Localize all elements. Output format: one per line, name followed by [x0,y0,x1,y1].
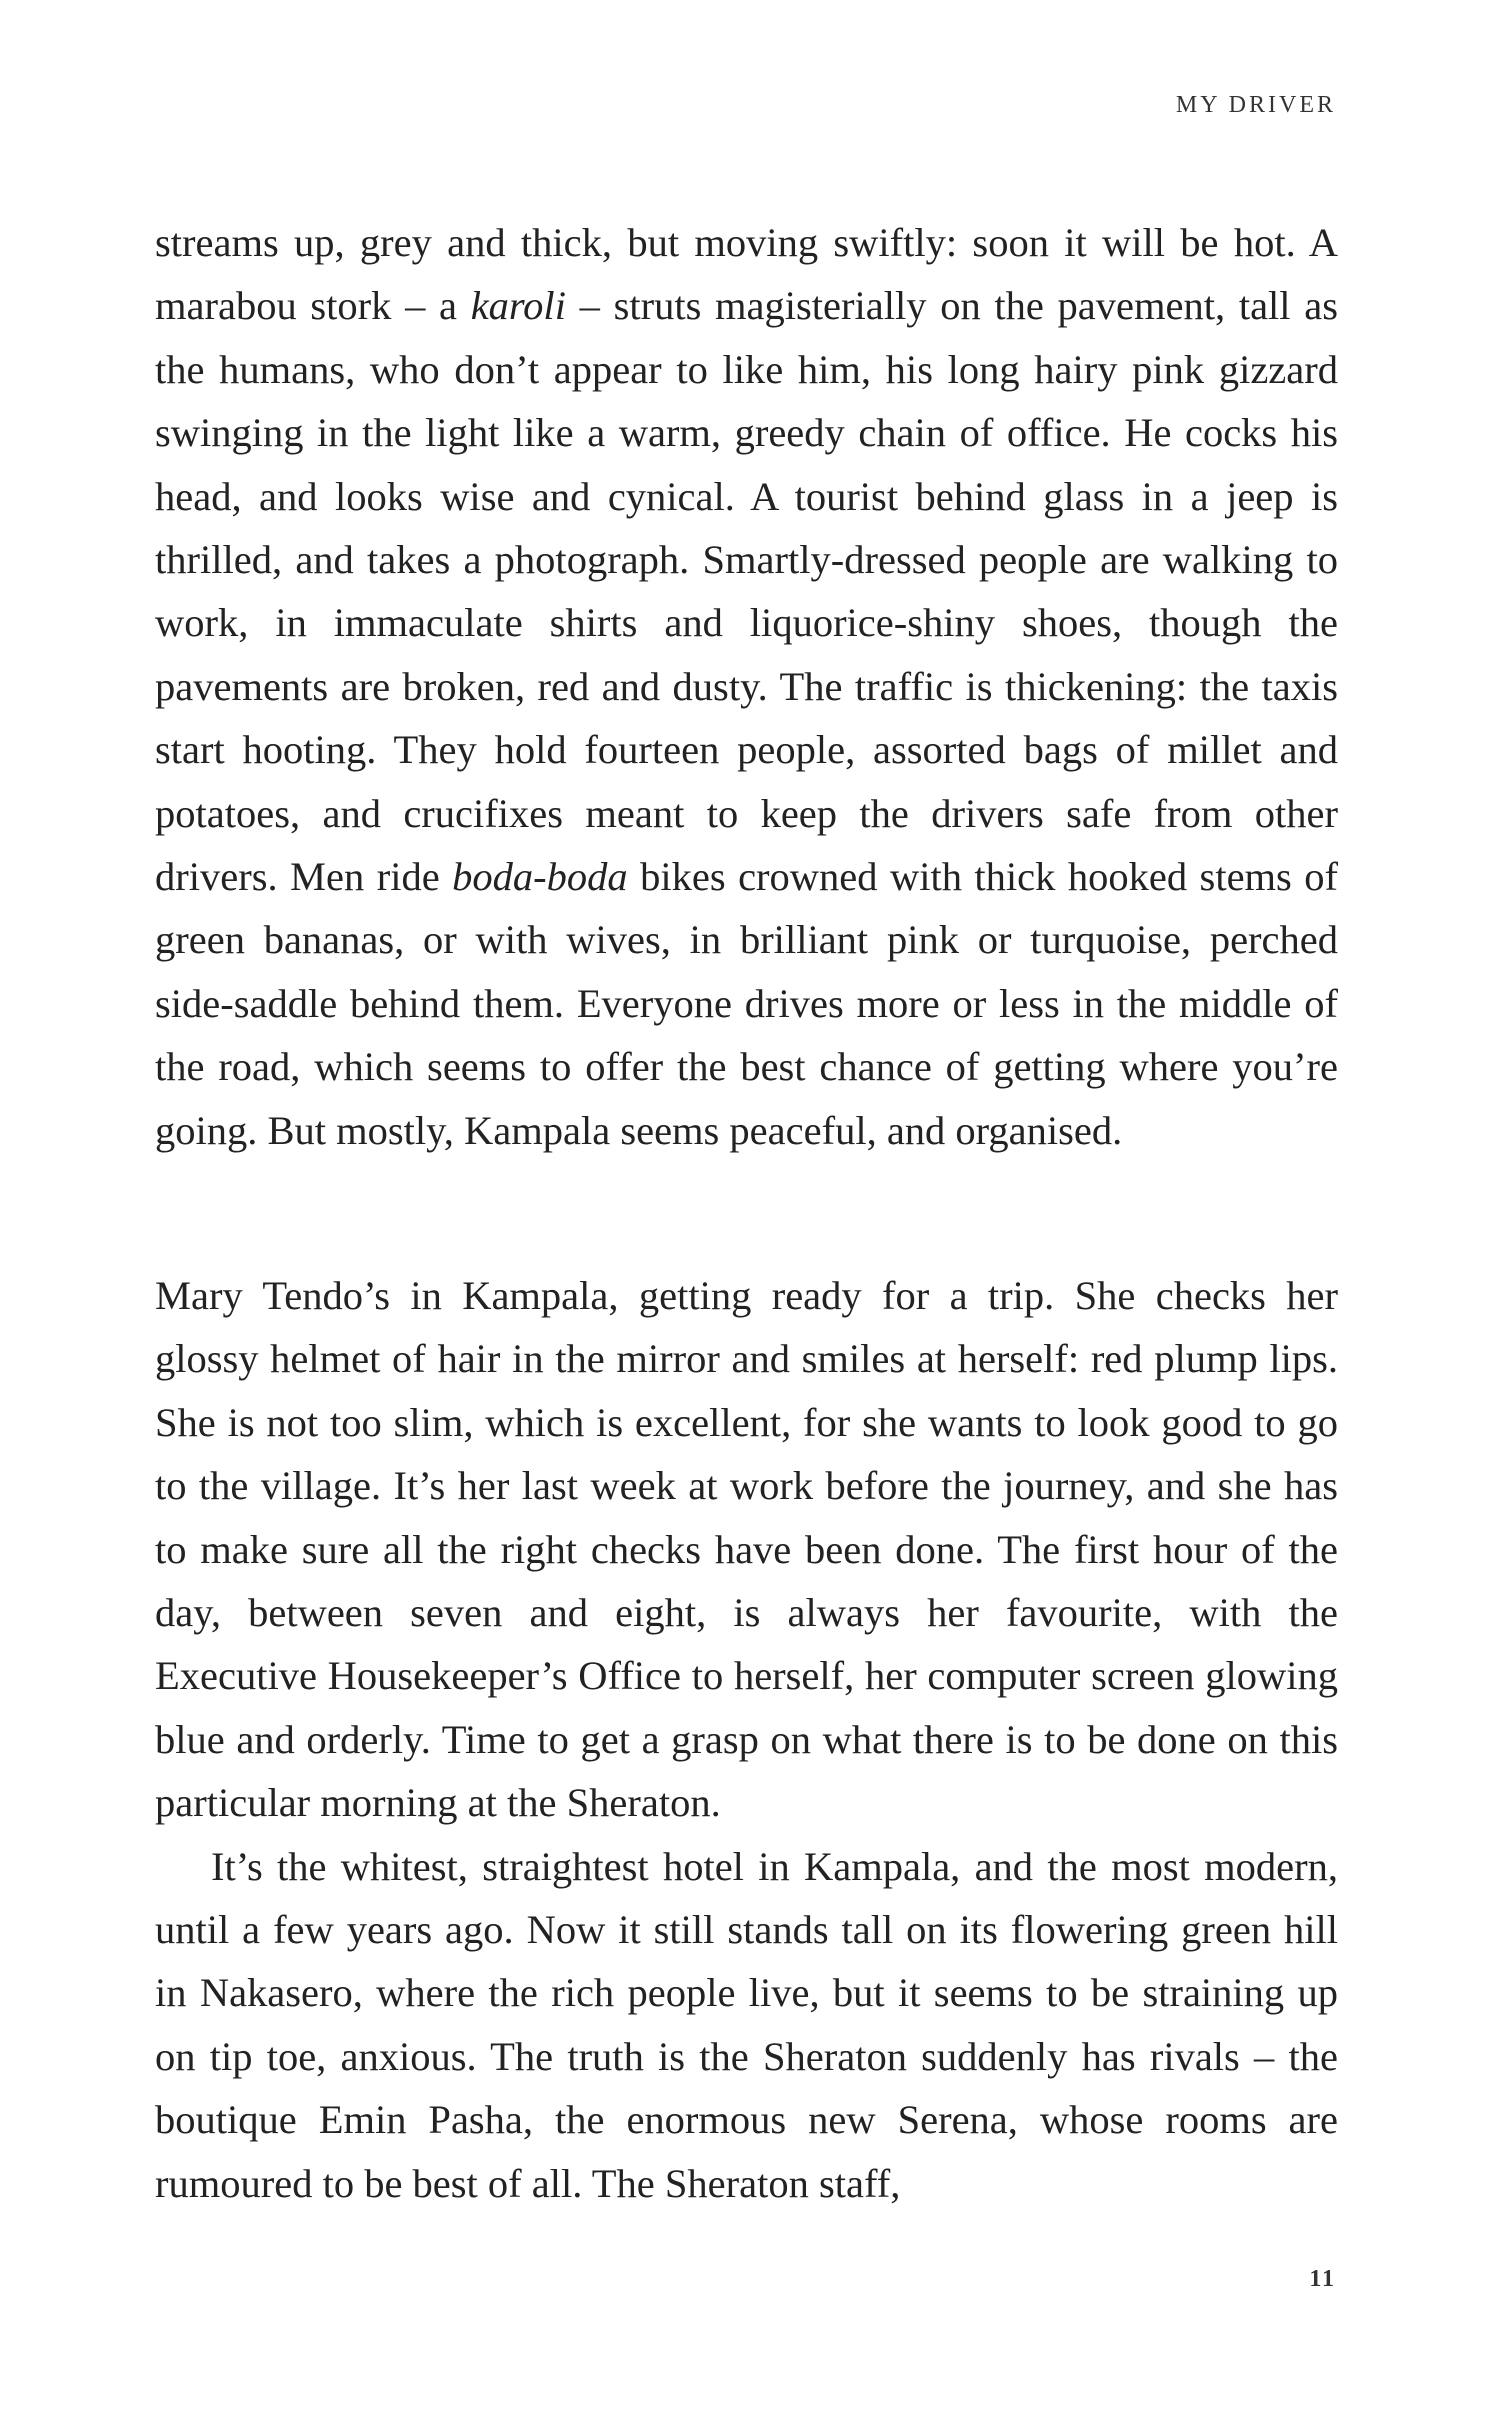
running-head: MY DRIVER [1175,92,1336,118]
paragraph-3: It’s the whitest, straightest hotel in Kampala, and the most modern, until a few years ago. Now it still stands tall on its flowering green hill in Nakasero, where the rich people live, but it seems to be straining up on tip toe, anxious. The truth is the Sheraton suddenly has rivals – the boutique Emin Pasha, the enormous new Serena, whose rooms are rumoured to be best of all. The Sheraton staff, [155,1843,1338,2206]
paragraph-1 [155,211,1338,1162]
italic-term-karoli: karoli [470,283,566,329]
italic-term-boda-boda: boda-boda [452,854,628,900]
body-text-block-1 [155,211,1338,1162]
paragraph-1-text-c: bikes crowned with thick hooked stems of green bananas, or with wives, in brilliant pink or turquoise, perched side-saddle behind them. Everyone drives more or less in the middle of the road, which seems to offer the best chance of getting where you’re going. But mostly, Kampala seems peaceful, and organised. [155,854,1338,1153]
paragraph-1-text-a: streams up, grey and thick, but moving swiftly: soon it will be hot. A marabou stork – a [155,220,1338,329]
paragraph-2: Mary Tendo’s in Kampala, getting ready for a trip. She checks her glossy helmet of hair in the mirror and smiles at herself: red plump lips. She is not too slim, which is excellent, for she wants to look good to go to the village. It’s her last week at work before the journey, and she has to make sure all the right checks have been done. The first hour of the day, between seven and eight, is always her favourite, with the Executive Housekeeper’s Office to herself, her computer screen glowing blue and orderly. Time to get a grasp on what there is to be done on this particular morning at the Sheraton. [155,1273,1338,1826]
body-text-block-2 [155,1264,1338,2215]
paragraph-1-text-b: – struts magisterially on the pavement, tall as the humans, who don’t appear to like him, his long hairy pink gizzard swinging in the light like a warm, greedy chain of office. He cocks his head, and looks wise and cynical. A tourist behind glass in a jeep is thrilled, and takes a photograph. Smartly-dressed people are walking to work, in immaculate shirts and liquorice-shiny shoes, though the pavements are broken, red and dusty. The traffic is thickening: the taxis start hooting. They hold fourteen people, assorted bags of millet and potatoes, and crucifixes meant to keep the drivers safe from other drivers. Men ride [155,283,1338,900]
page-number: 11 [1309,2266,1336,2292]
